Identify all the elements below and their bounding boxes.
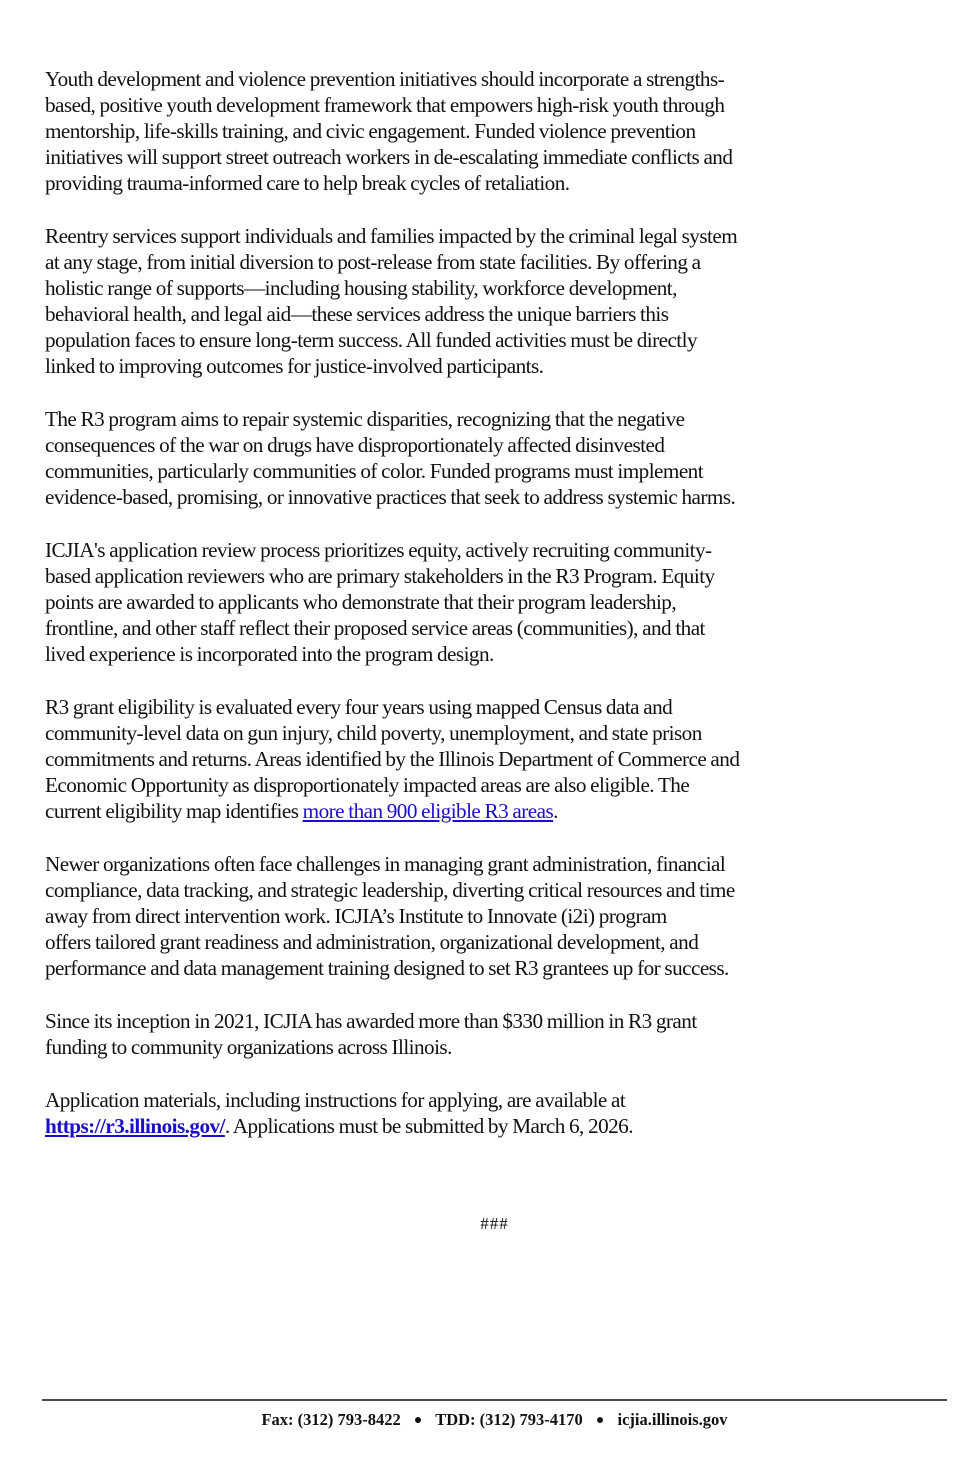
- text-line: initiatives will support street outreach workers in de-escalating immediate conflicts and: [45, 145, 733, 169]
- website-text: icjia.illinois.gov: [617, 1410, 728, 1429]
- paragraph-r3-program-aims: [45, 406, 945, 510]
- text-line: Economic Opportunity as disproportionately impacted areas are also eligible. The: [45, 773, 690, 797]
- text-line: points are awarded to applicants who demonstrate that their program leadership,: [45, 590, 677, 614]
- text-line: ICJIA's application review process prioritizes equity, actively recruiting community-: [45, 538, 712, 562]
- text-line: lived experience is incorporated into the program design.: [45, 642, 494, 666]
- eligible-areas-link[interactable]: more than 900 eligible R3 areas: [302, 799, 554, 823]
- paragraph-youth-development: [45, 66, 945, 196]
- text-fragment: current eligibility map identifies: [45, 799, 303, 823]
- text-line: Application materials, including instructions for applying, are available at: [45, 1088, 626, 1112]
- text-line: consequences of the war on drugs have disproportionately affected disinvested: [45, 433, 665, 457]
- text-line: Youth development and violence prevention initiatives should incorporate a strengths-: [45, 67, 725, 91]
- r3-website-link[interactable]: https://r3.illinois.gov/: [45, 1114, 225, 1138]
- text-line: Since its inception in 2021, ICJIA has awarded more than $330 million in R3 grant: [45, 1009, 697, 1033]
- text-line: frontline, and other staff reflect their proposed service areas (communities), and that: [45, 616, 705, 640]
- text-line: linked to improving outcomes for justice-involved participants.: [45, 354, 544, 378]
- text-line: Newer organizations often face challenges in managing grant administration, financial: [45, 852, 726, 876]
- text-line: population faces to ensure long-term success. All funded activities must be directly: [45, 328, 698, 352]
- paragraph-i2i-program: [45, 851, 945, 981]
- paragraph-eligibility: [45, 694, 945, 824]
- paragraph-reentry-services: [45, 223, 945, 379]
- tdd-number: TDD: (312) 793-4170: [435, 1410, 583, 1429]
- text-line: holistic range of supports—including housing stability, workforce development,: [45, 276, 677, 300]
- text-line: R3 grant eligibility is evaluated every four years using mapped Census data and: [45, 695, 673, 719]
- text-fragment: . Applications must be submitted by March 6, 2026.: [224, 1114, 633, 1138]
- paragraph-review-process: [45, 537, 945, 667]
- text-line: commitments and returns. Areas identified by the Illinois Department of Commerce and: [45, 747, 740, 771]
- text-line: compliance, data tracking, and strategic leadership, diverting critical resources and time: [45, 878, 735, 902]
- text-line: [45, 1113, 945, 1139]
- text-line: funding to community organizations across Illinois.: [45, 1035, 452, 1059]
- text-line: at any stage, from initial diversion to post-release from state facilities. By offering a: [45, 250, 701, 274]
- text-line: performance and data management training designed to set R3 grantees up for success.: [45, 956, 729, 980]
- text-line: [45, 798, 945, 824]
- bullet-separator-icon: ●: [413, 1413, 423, 1428]
- paragraph-application-materials: [45, 1087, 945, 1139]
- text-line: based, positive youth development framework that empowers high-risk youth through: [45, 93, 725, 117]
- end-of-release-mark: ###: [480, 1214, 509, 1233]
- text-line: away from direct intervention work. ICJIA’s Institute to Innovate (i2i) program: [45, 904, 667, 928]
- text-line: community-level data on gun injury, child poverty, unemployment, and state prison: [45, 721, 702, 745]
- text-fragment: .: [553, 799, 558, 823]
- text-line: behavioral health, and legal aid—these services address the unique barriers this: [45, 302, 669, 326]
- text-line: evidence-based, promising, or innovative practices that seek to address systemic harms.: [45, 485, 736, 509]
- text-line: Reentry services support individuals and families impacted by the criminal legal system: [45, 224, 738, 248]
- text-line: providing trauma-informed care to help break cycles of retaliation.: [45, 171, 570, 195]
- bullet-separator-icon: ●: [595, 1413, 605, 1428]
- fax-number: Fax: (312) 793-8422: [261, 1410, 401, 1429]
- text-line: The R3 program aims to repair systemic disparities, recognizing that the negative: [45, 407, 685, 431]
- paragraph-funding-total: [45, 1008, 945, 1060]
- text-line: offers tailored grant readiness and administration, organizational development, and: [45, 930, 699, 954]
- text-line: mentorship, life-skills training, and civic engagement. Funded violence prevention: [45, 119, 696, 143]
- text-line: based application reviewers who are primary stakeholders in the R3 Program. Equity: [45, 564, 715, 588]
- document-body: [45, 66, 945, 1166]
- text-line: communities, particularly communities of color. Funded programs must implement: [45, 459, 704, 483]
- footer-divider: [42, 1399, 947, 1401]
- footer-contact: [0, 1410, 969, 1430]
